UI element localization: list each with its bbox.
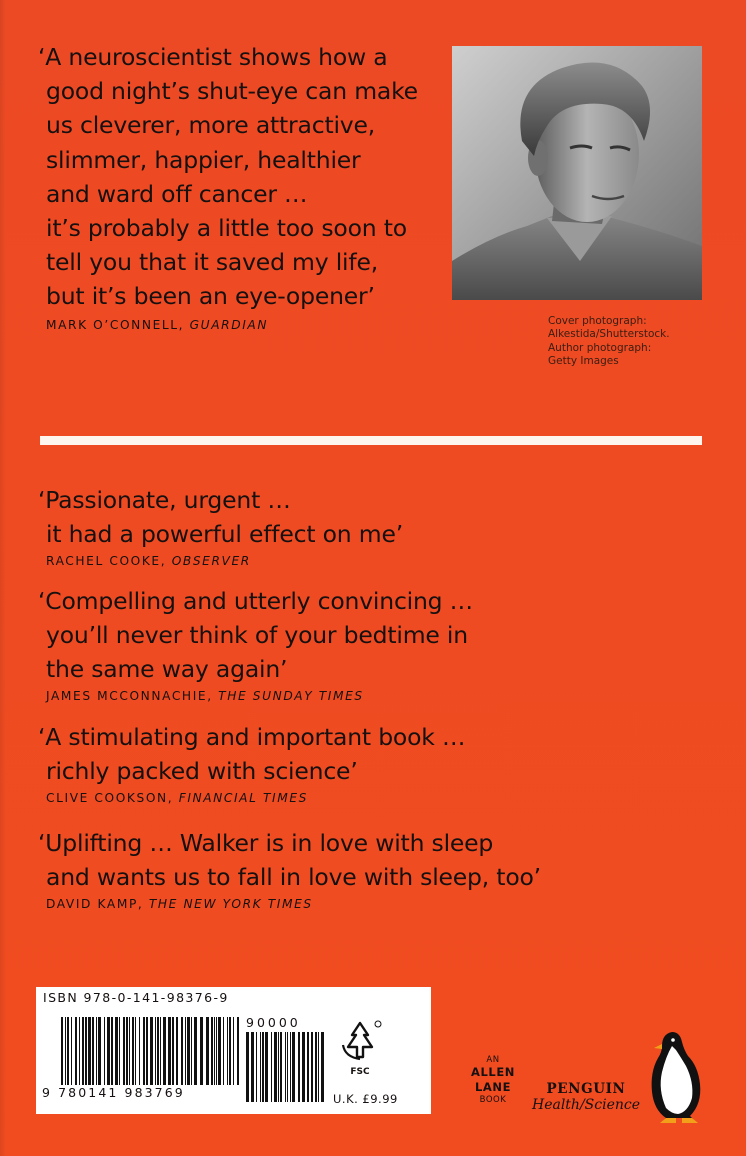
barcode-addon-digits: 90000 xyxy=(246,1015,301,1030)
fsc-logo-icon xyxy=(337,1019,383,1063)
barcode-bar xyxy=(216,1017,217,1085)
attribution-publication: GUARDIAN xyxy=(189,317,269,332)
attribution-author: MARK O’CONNELL, xyxy=(46,317,185,332)
barcode-bar xyxy=(98,1017,101,1085)
barcode-bar xyxy=(135,1017,136,1085)
author-photo xyxy=(452,46,702,300)
barcode-bar xyxy=(302,1032,305,1102)
attribution-publication: THE NEW YORK TIMES xyxy=(148,897,313,911)
main-quote-line: it’s probably a little too soon to xyxy=(46,214,407,243)
barcode-bar xyxy=(262,1032,264,1102)
attribution-publication: THE SUNDAY TIMES xyxy=(218,689,364,703)
barcode-bar xyxy=(82,1017,84,1085)
barcode-digits: 9 780141 983769 xyxy=(42,1085,185,1100)
review-line: the same way again’ xyxy=(46,655,288,683)
barcode-bar xyxy=(92,1017,94,1085)
spine-edge xyxy=(0,0,6,1156)
review-quote xyxy=(38,483,403,571)
barcode-bar xyxy=(185,1017,186,1085)
main-quote xyxy=(38,40,458,336)
attribution-author: JAMES MCCONNACHIE, xyxy=(46,689,213,703)
credit-line: Author photograph: xyxy=(548,341,652,354)
attribution-author: RACHEL COOKE, xyxy=(46,554,167,568)
barcode-bar xyxy=(227,1017,228,1085)
barcode-bar xyxy=(321,1032,324,1102)
barcode-bar xyxy=(223,1017,224,1085)
barcode-bar xyxy=(292,1032,295,1102)
main-quote-line: good night’s shut-eye can make xyxy=(46,77,418,106)
barcode-bar xyxy=(126,1017,128,1085)
barcode-bar xyxy=(139,1017,140,1085)
barcode-bar xyxy=(187,1017,190,1085)
barcode-bar xyxy=(85,1017,87,1085)
main-quote-line: slimmer, happier, healthier xyxy=(46,145,361,174)
penguin-series xyxy=(527,1081,645,1113)
main-quote-line: but it’s been an eye-opener’ xyxy=(46,282,375,311)
review-line: ‘Compelling and utterly convincing … xyxy=(38,587,473,615)
barcode-bar xyxy=(65,1017,66,1085)
attribution-author: DAVID KAMP, xyxy=(46,897,144,911)
attribution-publication: OBSERVER xyxy=(171,554,251,568)
review-attribution xyxy=(38,788,465,808)
barcode-bar xyxy=(311,1032,313,1102)
barcode-bar xyxy=(143,1017,145,1085)
review-attribution xyxy=(38,551,403,571)
barcode-bar xyxy=(298,1032,300,1102)
barcode-bar xyxy=(218,1017,221,1085)
attribution-author: CLIVE COOKSON, xyxy=(46,791,174,805)
barcode-bar xyxy=(129,1017,130,1085)
review-quote xyxy=(38,826,541,914)
barcode-bar xyxy=(96,1017,97,1085)
barcode-bar xyxy=(160,1017,161,1085)
barcode-bar xyxy=(168,1017,171,1085)
barcode-bar xyxy=(271,1032,272,1102)
barcode-bar xyxy=(237,1017,239,1085)
barcode-bar xyxy=(71,1017,72,1085)
isbn-label: ISBN 978-0-141-98376-9 xyxy=(43,990,229,1005)
barcode-bar xyxy=(157,1017,159,1085)
barcode-bar xyxy=(211,1017,213,1085)
main-quote-line: tell you that it saved my life, xyxy=(46,248,378,277)
barcode-bar xyxy=(132,1017,134,1085)
barcode-bar xyxy=(229,1017,231,1085)
barcode-bar xyxy=(155,1017,156,1085)
penguin-logo xyxy=(648,1028,706,1128)
barcode-bar xyxy=(285,1032,286,1102)
barcode-bar xyxy=(79,1017,80,1085)
barcode-bar xyxy=(278,1032,279,1102)
fsc-label: FSC xyxy=(350,1067,370,1077)
barcode-panel xyxy=(36,987,431,1114)
credit-line: Alkestida/Shutterstock. xyxy=(548,328,670,341)
imprint-an: AN xyxy=(486,1055,500,1065)
review-line: ‘Uplifting … Walker is in love with sleep xyxy=(38,829,494,857)
credit-line: Cover photograph: xyxy=(548,315,647,327)
barcode-bar xyxy=(194,1017,197,1085)
main-quote-attribution xyxy=(38,314,458,336)
imprint-book: BOOK xyxy=(479,1095,507,1105)
barcode-bar xyxy=(104,1017,105,1085)
barcode-bar xyxy=(119,1017,120,1085)
review-line: it had a powerful effect on me’ xyxy=(46,520,403,548)
price-label: U.K. £9.99 xyxy=(333,1092,398,1106)
attribution-publication: FINANCIAL TIMES xyxy=(178,791,308,805)
imprint-allen: ALLEN xyxy=(470,1065,516,1079)
barcode-bar xyxy=(256,1032,257,1102)
review-line: ‘Passionate, urgent … xyxy=(38,486,291,514)
fsc-logo xyxy=(336,1019,384,1077)
penguin-series-name: Health/Science xyxy=(531,1097,640,1113)
barcode-bar xyxy=(67,1017,69,1085)
barcode-addon xyxy=(246,1032,324,1102)
barcode-bar xyxy=(290,1032,291,1102)
barcode-bar xyxy=(123,1017,125,1085)
main-quote-line: ‘A neuroscientist shows how a xyxy=(38,43,388,71)
review-quote xyxy=(38,720,465,808)
main-quote-line: and ward off cancer … xyxy=(46,179,308,208)
allen-lane-imprint xyxy=(466,1055,520,1105)
credit-line: Getty Images xyxy=(548,355,619,368)
barcode-bar xyxy=(115,1017,118,1085)
author-portrait-icon xyxy=(452,46,702,300)
barcode-bar xyxy=(75,1017,77,1085)
barcode-bar xyxy=(214,1017,215,1085)
review-line: ‘A stimulating and important book … xyxy=(38,723,466,751)
barcode-bar xyxy=(146,1017,148,1085)
penguin-name: PENGUIN xyxy=(546,1081,626,1097)
barcode-bar xyxy=(172,1017,174,1085)
barcode-bar xyxy=(307,1032,309,1102)
review-line: and wants us to fall in love with sleep, too’ xyxy=(46,863,541,891)
barcode-bar xyxy=(111,1017,113,1085)
penguin-logo-icon xyxy=(648,1028,706,1124)
barcode-bar xyxy=(181,1017,183,1085)
review-quote xyxy=(38,584,473,706)
barcode-bar xyxy=(206,1017,209,1085)
barcode-bar xyxy=(233,1017,234,1085)
barcode-bar xyxy=(200,1017,203,1085)
review-attribution xyxy=(38,894,541,914)
barcode-bar xyxy=(88,1017,91,1085)
divider-rule xyxy=(40,436,702,445)
barcode-bar xyxy=(246,1032,249,1102)
barcode-bar xyxy=(265,1032,268,1102)
photo-credits xyxy=(548,315,670,369)
barcode xyxy=(61,1017,241,1085)
main-quote-line: us cleverer, more attractive, xyxy=(46,111,376,140)
barcode-bar xyxy=(315,1032,317,1102)
barcode-bar xyxy=(107,1017,110,1085)
barcode-bar xyxy=(176,1017,178,1085)
barcode-bar xyxy=(287,1032,288,1102)
barcode-bar xyxy=(61,1017,63,1085)
barcode-bar xyxy=(251,1032,254,1102)
barcode-bar xyxy=(150,1017,153,1085)
barcode-bar xyxy=(280,1032,282,1102)
barcode-bar xyxy=(191,1017,192,1085)
review-line: you’ll never think of your bedtime in xyxy=(46,621,468,649)
review-attribution xyxy=(38,686,473,706)
imprint-lane: LANE xyxy=(474,1080,512,1094)
barcode-bar xyxy=(260,1032,261,1102)
barcode-bar xyxy=(318,1032,319,1102)
barcode-bar xyxy=(274,1032,277,1102)
barcode-bar xyxy=(163,1017,166,1085)
review-line: richly packed with science’ xyxy=(46,757,358,785)
